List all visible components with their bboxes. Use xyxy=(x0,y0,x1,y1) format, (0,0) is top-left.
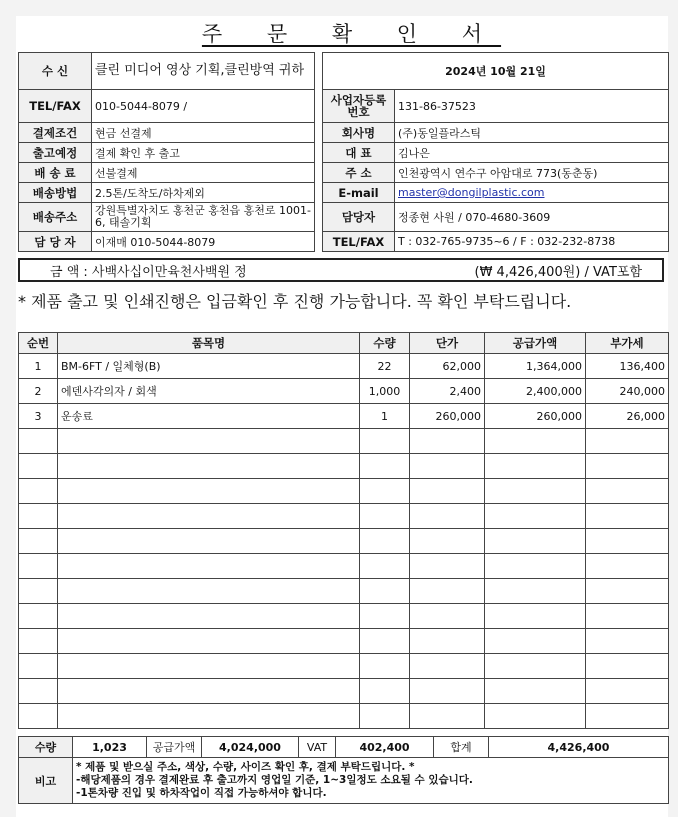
amount-text: 금 액 : 사백사십이만육천사백원 정 xyxy=(50,264,247,280)
empty-row xyxy=(19,479,669,504)
empty-cell xyxy=(586,629,669,654)
supplier-telfax-value: T : 032-765-9735~6 / F : 032-232-8738 xyxy=(395,232,669,252)
notice-text: * 제품 출고 및 인쇄진행은 입금확인 후 진행 가능합니다. 꼭 확인 부탁드립니다. xyxy=(18,292,572,311)
empty-cell xyxy=(360,479,410,504)
empty-cell xyxy=(58,529,360,554)
empty-cell xyxy=(360,579,410,604)
regno-value: 131-86-37523 xyxy=(395,90,669,123)
items-body xyxy=(19,354,669,729)
empty-cell xyxy=(360,629,410,654)
cell-no: 1 xyxy=(19,354,58,379)
payment-value: 현금 선결제 xyxy=(92,123,315,143)
remarks-line: -1톤차량 진입 및 하차작업이 직접 가능하셔야 합니다. xyxy=(76,787,327,799)
empty-cell xyxy=(19,604,58,629)
empty-cell xyxy=(586,579,669,604)
cell-vat: 136,400 xyxy=(586,354,669,379)
total-vat-label: VAT xyxy=(299,737,336,758)
empty-cell xyxy=(19,429,58,454)
empty-cell xyxy=(58,504,360,529)
empty-cell xyxy=(58,704,360,729)
recipient-telfax-value: 010-5044-8079 / xyxy=(92,90,315,123)
empty-cell xyxy=(410,504,485,529)
empty-row xyxy=(19,654,669,679)
empty-cell xyxy=(360,454,410,479)
empty-cell xyxy=(410,579,485,604)
empty-cell xyxy=(58,629,360,654)
cell-item-name: BM-6FT / 일체형(B) xyxy=(58,354,360,379)
empty-cell xyxy=(360,554,410,579)
total-qty: 1,023 xyxy=(73,737,147,758)
email-label: E-mail xyxy=(323,183,395,203)
company-label: 회사명 xyxy=(323,123,395,143)
supplier-address-label: 주 소 xyxy=(323,163,395,183)
total-supply: 4,024,000 xyxy=(202,737,299,758)
empty-cell xyxy=(360,679,410,704)
cell-item-name: 에덴사각의자 / 회색 xyxy=(58,379,360,404)
empty-cell xyxy=(485,704,586,729)
header-no: 순번 xyxy=(19,333,58,354)
amount-value: (₩ 4,426,400원) / VAT포함 xyxy=(474,264,642,280)
header-supply: 공급가액 xyxy=(485,333,586,354)
cell-supply: 2,400,000 xyxy=(485,379,586,404)
shipping-fee-value: 선불결제 xyxy=(92,163,315,183)
table-row xyxy=(19,404,669,429)
supplier-table xyxy=(322,52,669,252)
empty-cell xyxy=(410,429,485,454)
empty-cell xyxy=(410,529,485,554)
total-qty-label: 수량 xyxy=(19,737,73,758)
empty-row xyxy=(19,429,669,454)
empty-row xyxy=(19,554,669,579)
empty-cell xyxy=(485,679,586,704)
shipping-address-label: 배송주소 xyxy=(19,203,92,232)
empty-cell xyxy=(410,629,485,654)
empty-cell xyxy=(485,554,586,579)
cell-item-name: 운송료 xyxy=(58,404,360,429)
supplier-manager-value: 정종현 사원 / 070-4680-3609 xyxy=(395,203,669,232)
empty-cell xyxy=(410,454,485,479)
items-header-row xyxy=(19,333,669,354)
empty-row xyxy=(19,579,669,604)
payment-label: 결제조건 xyxy=(19,123,92,143)
empty-cell xyxy=(485,654,586,679)
release-label: 출고예정 xyxy=(19,143,92,163)
empty-cell xyxy=(58,654,360,679)
remarks-line: * 제품 및 받으실 주소, 색상, 수량, 사이즈 확인 후, 결제 부탁드립니다. * xyxy=(76,761,415,773)
email-link[interactable]: master@dongilplastic.com xyxy=(398,186,545,199)
header-unit-price: 단가 xyxy=(410,333,485,354)
recipient-manager-value: 이재매 010-5044-8079 xyxy=(92,232,315,252)
empty-cell xyxy=(410,604,485,629)
empty-cell xyxy=(58,554,360,579)
amount-box xyxy=(18,258,664,282)
empty-cell xyxy=(410,654,485,679)
total-sum: 4,426,400 xyxy=(489,737,669,758)
remarks-line: -해당제품의 경우 결제완료 후 출고까지 영업일 기준, 1~3일정도 소요될 수 있습니다. xyxy=(76,774,473,786)
header-vat: 부가세 xyxy=(586,333,669,354)
cell-vat: 240,000 xyxy=(586,379,669,404)
cell-no: 3 xyxy=(19,404,58,429)
empty-cell xyxy=(586,679,669,704)
empty-cell xyxy=(19,704,58,729)
remarks-label: 비고 xyxy=(19,758,73,804)
order-confirmation-page xyxy=(16,16,668,817)
empty-cell xyxy=(586,479,669,504)
empty-cell xyxy=(410,679,485,704)
empty-row xyxy=(19,704,669,729)
total-vat: 402,400 xyxy=(336,737,434,758)
empty-cell xyxy=(19,454,58,479)
header-item-name: 품목명 xyxy=(58,333,360,354)
empty-cell xyxy=(58,429,360,454)
recipient-manager-label: 담 당 자 xyxy=(19,232,92,252)
supplier-address-value: 인천광역시 연수구 아암대로 773(동춘동) xyxy=(395,163,669,183)
cell-qty: 22 xyxy=(360,354,410,379)
header-qty: 수량 xyxy=(360,333,410,354)
remarks-cell xyxy=(73,758,669,804)
empty-cell xyxy=(19,629,58,654)
empty-cell xyxy=(586,429,669,454)
empty-cell xyxy=(19,479,58,504)
document-title: 주 문 확 인 서 xyxy=(201,22,502,46)
supplier-telfax-label: TEL/FAX xyxy=(323,232,395,252)
shipping-method-label: 배송방법 xyxy=(19,183,92,203)
cell-unit-price: 260,000 xyxy=(410,404,485,429)
company-value: (주)동일플라스틱 xyxy=(395,123,669,143)
total-sum-label: 합계 xyxy=(434,737,489,758)
empty-cell xyxy=(58,479,360,504)
empty-cell xyxy=(58,679,360,704)
empty-cell xyxy=(485,429,586,454)
empty-cell xyxy=(485,579,586,604)
empty-cell xyxy=(360,604,410,629)
cell-no: 2 xyxy=(19,379,58,404)
empty-row xyxy=(19,679,669,704)
cell-supply: 260,000 xyxy=(485,404,586,429)
cell-qty: 1 xyxy=(360,404,410,429)
empty-cell xyxy=(410,704,485,729)
totals-table xyxy=(18,736,669,804)
shipping-address-value: 강원특별자치도 홍천군 홍천읍 홍천로 1001-6, 태솔기획 xyxy=(92,203,315,232)
empty-cell xyxy=(586,604,669,629)
empty-cell xyxy=(58,604,360,629)
empty-cell xyxy=(19,554,58,579)
empty-cell xyxy=(485,604,586,629)
cell-qty: 1,000 xyxy=(360,379,410,404)
empty-cell xyxy=(586,529,669,554)
empty-cell xyxy=(19,529,58,554)
supplier-manager-label: 담당자 xyxy=(323,203,395,232)
items-table xyxy=(18,332,669,729)
empty-cell xyxy=(360,529,410,554)
ceo-label: 대 표 xyxy=(323,143,395,163)
empty-cell xyxy=(360,429,410,454)
empty-row xyxy=(19,454,669,479)
cell-unit-price: 2,400 xyxy=(410,379,485,404)
empty-cell xyxy=(485,454,586,479)
empty-cell xyxy=(19,504,58,529)
empty-cell xyxy=(360,704,410,729)
recipient-label: 수 신 xyxy=(19,53,92,90)
empty-cell xyxy=(586,704,669,729)
empty-cell xyxy=(586,454,669,479)
empty-cell xyxy=(58,579,360,604)
empty-cell xyxy=(410,479,485,504)
empty-cell xyxy=(19,579,58,604)
shipping-fee-label: 배 송 료 xyxy=(19,163,92,183)
empty-cell xyxy=(586,654,669,679)
empty-cell xyxy=(19,679,58,704)
table-row xyxy=(19,379,669,404)
recipient-table xyxy=(18,52,315,252)
empty-cell xyxy=(485,479,586,504)
empty-row xyxy=(19,604,669,629)
empty-row xyxy=(19,529,669,554)
recipient-value: 클린 미디어 영상 기획,클린방역 귀하 xyxy=(92,53,315,90)
empty-cell xyxy=(58,454,360,479)
order-date: 2024년 10월 21일 xyxy=(323,53,669,90)
total-supply-label: 공급가액 xyxy=(147,737,202,758)
empty-cell xyxy=(586,504,669,529)
shipping-method-value: 2.5톤/도착도/하차제외 xyxy=(92,183,315,203)
empty-row xyxy=(19,629,669,654)
empty-cell xyxy=(485,529,586,554)
release-value: 결제 확인 후 출고 xyxy=(92,143,315,163)
empty-cell xyxy=(485,629,586,654)
empty-cell xyxy=(360,504,410,529)
cell-unit-price: 62,000 xyxy=(410,354,485,379)
empty-cell xyxy=(485,504,586,529)
empty-cell xyxy=(360,654,410,679)
regno-label: 사업자등록번호 xyxy=(323,90,395,123)
empty-cell xyxy=(410,554,485,579)
empty-cell xyxy=(19,654,58,679)
ceo-value: 김나은 xyxy=(395,143,669,163)
empty-cell xyxy=(586,554,669,579)
empty-row xyxy=(19,504,669,529)
cell-vat: 26,000 xyxy=(586,404,669,429)
table-row xyxy=(19,354,669,379)
recipient-telfax-label: TEL/FAX xyxy=(19,90,92,123)
cell-supply: 1,364,000 xyxy=(485,354,586,379)
